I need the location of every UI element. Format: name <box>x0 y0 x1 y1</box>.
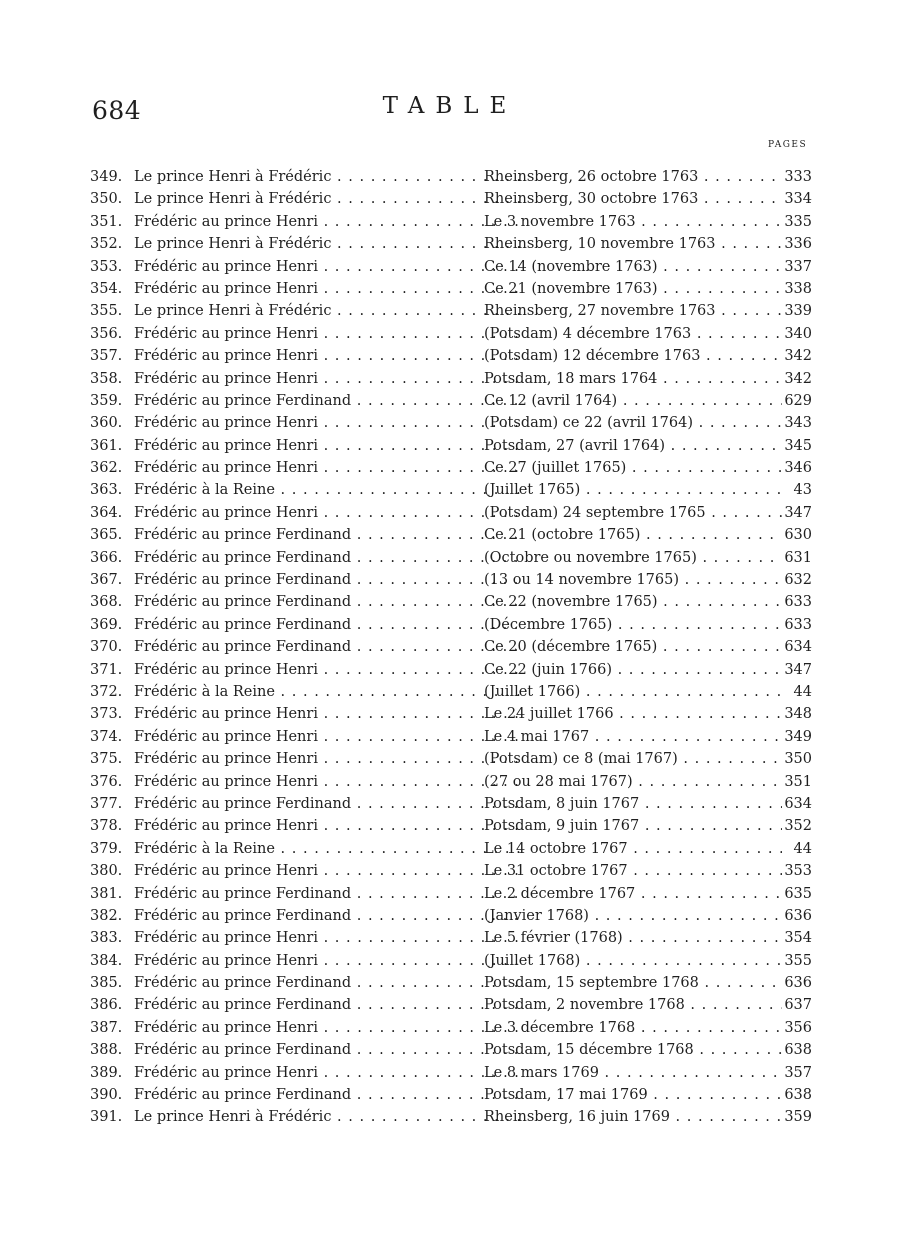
entry-page: 635 <box>784 885 812 902</box>
entry-number: 367. <box>90 572 123 589</box>
entry-page: 349 <box>784 728 812 745</box>
entry-place-date: (Potsdam) ce 8 (mai 1767) . . . <box>484 748 782 770</box>
toc-entry <box>90 636 812 658</box>
entry-number: 362. <box>90 460 123 477</box>
entry-place-date: (Juillet 1765) . . . <box>484 479 782 501</box>
toc-entry <box>90 211 812 233</box>
entry-page: 359 <box>784 1109 812 1126</box>
toc-entry <box>90 368 812 390</box>
entry-number: 382. <box>90 907 123 924</box>
entry-place-date: Le 2 décembre 1767 . . . <box>484 883 782 905</box>
entry-number: 385. <box>90 975 123 992</box>
entry-description: Frédéric au prince Ferdinand . . . <box>134 1084 524 1106</box>
entry-place-date: Potsdam, 17 mai 1769 . . . <box>484 1084 782 1106</box>
pages-column-header: PAGES <box>768 140 808 150</box>
entry-place-date: Rheinsberg, 10 novembre 1763 . . . <box>484 233 782 255</box>
entry-place-date: Rheinsberg, 30 octobre 1763 . . . <box>484 188 782 210</box>
toc-entry <box>90 771 812 793</box>
entry-number: 376. <box>90 773 123 790</box>
entry-page: 633 <box>784 616 812 633</box>
toc-entry <box>90 927 812 949</box>
entry-place-date: Rheinsberg, 26 octobre 1763 . . . <box>484 166 782 188</box>
entry-page: 339 <box>784 303 812 320</box>
toc-entry <box>90 412 812 434</box>
entry-number: 356. <box>90 325 123 342</box>
entry-description: Frédéric au prince Henri . . . <box>134 771 524 793</box>
toc-entry <box>90 502 812 524</box>
entry-number: 358. <box>90 370 123 387</box>
entry-place-date: Ce 27 (juillet 1765) . . . <box>484 457 782 479</box>
entry-page: 632 <box>784 572 812 589</box>
entry-description: Frédéric au prince Henri . . . <box>134 457 524 479</box>
entry-page: 346 <box>784 460 812 477</box>
entry-page: 338 <box>784 280 812 297</box>
entry-description: Frédéric à la Reine . . . <box>134 681 524 703</box>
entry-description: Frédéric au prince Ferdinand . . . <box>134 793 524 815</box>
entry-description: Frédéric au prince Ferdinand . . . <box>134 591 524 613</box>
entry-page: 337 <box>784 258 812 275</box>
entry-place-date: Potsdam, 27 (avril 1764) . . . <box>484 435 782 457</box>
entry-description: Le prince Henri à Frédéric . . . <box>134 188 524 210</box>
entry-description: Frédéric au prince Henri . . . <box>134 502 524 524</box>
entry-description: Frédéric au prince Henri . . . <box>134 815 524 837</box>
entry-place-date: Potsdam, 8 juin 1767 . . . <box>484 793 782 815</box>
entry-place-date: Le 4 mai 1767 . . . <box>484 726 782 748</box>
toc-entry <box>90 860 812 882</box>
entry-place-date: Ce 22 (novembre 1765) . . . <box>484 591 782 613</box>
entry-number: 350. <box>90 191 123 208</box>
page-number: 684 <box>92 96 142 125</box>
entry-description: Le prince Henri à Frédéric . . . <box>134 166 524 188</box>
entry-description: Frédéric au prince Henri . . . <box>134 950 524 972</box>
entry-place-date: Le 14 octobre 1767 . . . <box>484 838 782 860</box>
entry-place-date: Potsdam, 15 décembre 1768 . . . <box>484 1039 782 1061</box>
entry-number: 360. <box>90 415 123 432</box>
entry-description: Frédéric au prince Henri . . . <box>134 211 524 233</box>
entry-page: 342 <box>784 348 812 365</box>
entry-number: 380. <box>90 863 123 880</box>
entry-place-date: Potsdam, 2 novembre 1768 . . . <box>484 994 782 1016</box>
entry-description: Frédéric au prince Henri . . . <box>134 860 524 882</box>
entry-page: 629 <box>784 392 812 409</box>
entry-page: 44 <box>793 840 812 857</box>
entry-number: 390. <box>90 1087 123 1104</box>
entry-description: Frédéric au prince Ferdinand . . . <box>134 390 524 412</box>
entry-page: 336 <box>784 236 812 253</box>
entry-place-date: (Potsdam) ce 22 (avril 1764) . . . <box>484 412 782 434</box>
entry-description: Frédéric au prince Henri . . . <box>134 748 524 770</box>
toc-entry <box>90 883 812 905</box>
entry-page: 347 <box>784 504 812 521</box>
toc-entry <box>90 815 812 837</box>
entry-number: 370. <box>90 639 123 656</box>
entry-description: Frédéric au prince Ferdinand . . . <box>134 905 524 927</box>
entry-page: 633 <box>784 594 812 611</box>
entry-number: 351. <box>90 213 123 230</box>
entry-number: 349. <box>90 169 123 185</box>
toc-entry <box>90 614 812 636</box>
entry-description: Frédéric au prince Ferdinand . . . <box>134 636 524 658</box>
toc-entry <box>90 1084 812 1106</box>
entry-place-date: Le 3 novembre 1763 . . . <box>484 211 782 233</box>
entry-page: 638 <box>784 1042 812 1059</box>
toc-entry <box>90 323 812 345</box>
entry-place-date: Le 5 février (1768) . . . <box>484 927 782 949</box>
entry-number: 389. <box>90 1064 123 1081</box>
entry-description: Le prince Henri à Frédéric . . . <box>134 233 524 255</box>
entry-description: Frédéric à la Reine . . . <box>134 479 524 501</box>
entry-description: Frédéric au prince Henri . . . <box>134 726 524 748</box>
entry-page: 44 <box>793 683 812 700</box>
entry-description: Frédéric au prince Ferdinand . . . <box>134 614 524 636</box>
toc-entry <box>90 524 812 546</box>
entry-place-date: Ce 20 (décembre 1765) . . . <box>484 636 782 658</box>
entry-number: 354. <box>90 280 123 297</box>
entry-place-date: (Décembre 1765) . . . <box>484 614 782 636</box>
entry-description: Frédéric au prince Henri . . . <box>134 927 524 949</box>
toc-entry <box>90 726 812 748</box>
entry-number: 355. <box>90 303 123 320</box>
entry-page: 355 <box>784 952 812 969</box>
entry-place-date: Ce 12 (avril 1764) . . . <box>484 390 782 412</box>
entry-number: 383. <box>90 930 123 947</box>
entry-page: 345 <box>784 437 812 454</box>
entry-description: Frédéric au prince Ferdinand . . . <box>134 972 524 994</box>
entry-page: 634 <box>784 795 812 812</box>
toc-entry <box>90 435 812 457</box>
entry-number: 353. <box>90 258 123 275</box>
entry-number: 357. <box>90 348 123 365</box>
entry-description: Le prince Henri à Frédéric . . . <box>134 1106 524 1128</box>
entry-number: 377. <box>90 795 123 812</box>
entry-description: Frédéric au prince Ferdinand . . . <box>134 1039 524 1061</box>
entry-number: 371. <box>90 661 123 678</box>
entry-page: 353 <box>784 863 812 880</box>
entry-description: Frédéric au prince Ferdinand . . . <box>134 569 524 591</box>
toc-entry <box>90 1039 812 1061</box>
entry-page: 351 <box>784 773 812 790</box>
toc-entry <box>90 479 812 501</box>
entry-description: Frédéric au prince Henri . . . <box>134 703 524 725</box>
entry-place-date: Ce 21 (octobre 1765) . . . <box>484 524 782 546</box>
entry-description: Frédéric au prince Henri . . . <box>134 1062 524 1084</box>
entry-place-date: (Potsdam) 12 décembre 1763 . . . <box>484 345 782 367</box>
entry-description: Frédéric au prince Ferdinand . . . <box>134 547 524 569</box>
entry-place-date: Potsdam, 9 juin 1767 . . . <box>484 815 782 837</box>
entry-description: Frédéric au prince Henri . . . <box>134 278 524 300</box>
toc-entry <box>90 591 812 613</box>
toc-entry <box>90 233 812 255</box>
entry-page: 334 <box>784 191 812 208</box>
entry-description: Frédéric au prince Ferdinand . . . <box>134 994 524 1016</box>
entry-number: 352. <box>90 236 123 253</box>
entry-page: 343 <box>784 415 812 432</box>
entry-page: 350 <box>784 751 812 768</box>
entry-number: 374. <box>90 728 123 745</box>
entry-description: Frédéric au prince Henri . . . <box>134 323 524 345</box>
toc-entry <box>90 1017 812 1039</box>
entry-page: 634 <box>784 639 812 656</box>
toc-entry <box>90 166 812 188</box>
entry-number: 368. <box>90 594 123 611</box>
entry-page: 638 <box>784 1087 812 1104</box>
toc-entry <box>90 703 812 725</box>
entry-number: 375. <box>90 751 123 768</box>
toc-entry <box>90 188 812 210</box>
entry-description: Frédéric au prince Ferdinand . . . <box>134 524 524 546</box>
entry-number: 379. <box>90 840 123 857</box>
entry-page: 335 <box>784 213 812 230</box>
toc-entry <box>90 278 812 300</box>
entry-place-date: (Potsdam) 4 décembre 1763 . . . <box>484 323 782 345</box>
toc-entry <box>90 457 812 479</box>
entry-page: 636 <box>784 975 812 992</box>
entry-page: 352 <box>784 818 812 835</box>
entry-description: Frédéric au prince Henri . . . <box>134 412 524 434</box>
entry-number: 391. <box>90 1109 123 1126</box>
entry-description: Frédéric au prince Ferdinand . . . <box>134 883 524 905</box>
entry-number: 361. <box>90 437 123 454</box>
entry-number: 359. <box>90 392 123 409</box>
entry-number: 366. <box>90 549 123 566</box>
table-of-contents <box>90 166 812 1129</box>
entry-page: 340 <box>784 325 812 342</box>
entry-number: 388. <box>90 1042 123 1059</box>
toc-entry <box>90 659 812 681</box>
entry-page: 342 <box>784 370 812 387</box>
toc-entry <box>90 1062 812 1084</box>
toc-entry <box>90 748 812 770</box>
entry-place-date: Ce 22 (juin 1766) . . . <box>484 659 782 681</box>
entry-page: 348 <box>784 706 812 723</box>
toc-entry <box>90 390 812 412</box>
entry-page: 333 <box>784 169 812 185</box>
entry-place-date: Ce 14 (novembre 1763) . . . <box>484 256 782 278</box>
toc-entry <box>90 256 812 278</box>
entry-place-date: Le 31 octobre 1767 . . . <box>484 860 782 882</box>
toc-entry <box>90 905 812 927</box>
toc-entry <box>90 345 812 367</box>
entry-place-date: (Janvier 1768) . . . <box>484 905 782 927</box>
entry-description: Frédéric au prince Henri . . . <box>134 368 524 390</box>
entry-place-date: Potsdam, 18 mars 1764 . . . <box>484 368 782 390</box>
toc-entry <box>90 838 812 860</box>
entry-place-date: Rheinsberg, 27 novembre 1763 . . . <box>484 300 782 322</box>
entry-number: 365. <box>90 527 123 544</box>
entry-number: 378. <box>90 818 123 835</box>
toc-entry <box>90 300 812 322</box>
entry-description: Frédéric à la Reine . . . <box>134 838 524 860</box>
toc-entry <box>90 681 812 703</box>
entry-place-date: Rheinsberg, 16 juin 1769 . . . <box>484 1106 782 1128</box>
entry-place-date: (Potsdam) 24 septembre 1765 . . . <box>484 502 782 524</box>
toc-entry <box>90 547 812 569</box>
entry-page: 630 <box>784 527 812 544</box>
entry-description: Frédéric au prince Henri . . . <box>134 659 524 681</box>
entry-number: 372. <box>90 683 123 700</box>
toc-entry <box>90 569 812 591</box>
entry-page: 637 <box>784 997 812 1014</box>
entry-number: 373. <box>90 706 123 723</box>
entry-place-date: (Juillet 1766) . . . <box>484 681 782 703</box>
entry-place-date: (13 ou 14 novembre 1765) . . . <box>484 569 782 591</box>
toc-entry <box>90 1106 812 1128</box>
entry-number: 381. <box>90 885 123 902</box>
toc-entry <box>90 994 812 1016</box>
entry-page: 631 <box>784 549 812 566</box>
toc-entry <box>90 950 812 972</box>
entry-place-date: (Octobre ou novembre 1765) . . . <box>484 547 782 569</box>
entry-page: 43 <box>793 482 812 499</box>
entry-page: 636 <box>784 907 812 924</box>
entry-place-date: Le 3 décembre 1768 . . . <box>484 1017 782 1039</box>
entry-place-date: Le 8 mars 1769 . . . <box>484 1062 782 1084</box>
entry-place-date: Ce 21 (novembre 1763) . . . <box>484 278 782 300</box>
entry-description: Frédéric au prince Henri . . . <box>134 1017 524 1039</box>
entry-description: Frédéric au prince Henri . . . <box>134 435 524 457</box>
toc-entry <box>90 972 812 994</box>
entry-number: 384. <box>90 952 123 969</box>
entry-place-date: (Juillet 1768) . . . <box>484 950 782 972</box>
entry-page: 356 <box>784 1019 812 1036</box>
entry-description: Frédéric au prince Henri . . . <box>134 256 524 278</box>
entry-number: 386. <box>90 997 123 1014</box>
entry-place-date: (27 ou 28 mai 1767) . . . <box>484 771 782 793</box>
entry-description: Le prince Henri à Frédéric . . . <box>134 300 524 322</box>
entry-page: 347 <box>784 661 812 678</box>
toc-entry <box>90 793 812 815</box>
entry-place-date: Le 24 juillet 1766 . . . <box>484 703 782 725</box>
entry-page: 357 <box>784 1064 812 1081</box>
entry-description: Frédéric au prince Henri . . . <box>134 345 524 367</box>
entry-number: 369. <box>90 616 123 633</box>
entry-number: 387. <box>90 1019 123 1036</box>
entry-number: 364. <box>90 504 123 521</box>
page-title: TABLE <box>382 93 518 119</box>
entry-page: 354 <box>784 930 812 947</box>
entry-number: 363. <box>90 482 123 499</box>
entry-place-date: Potsdam, 15 septembre 1768 . . . <box>484 972 782 994</box>
